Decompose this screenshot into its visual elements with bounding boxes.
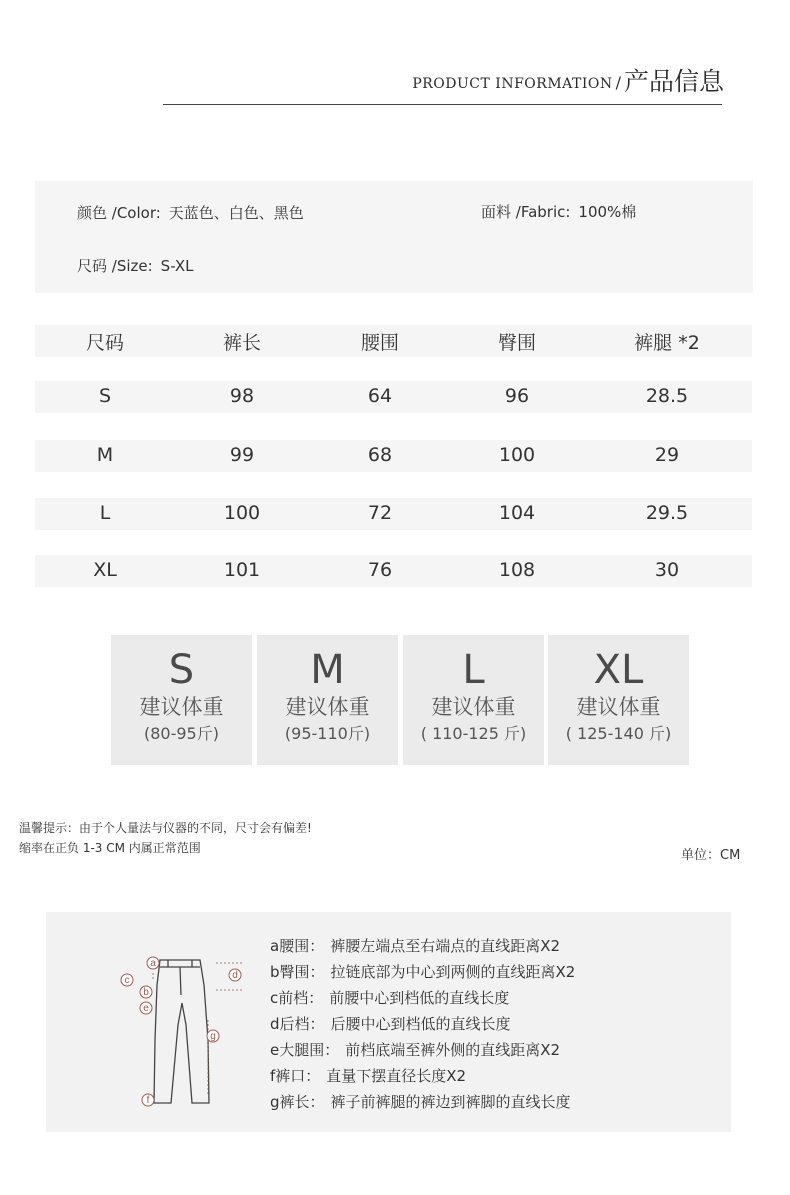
measurement-g [270, 1091, 571, 1112]
marker-f-label: f [146, 1095, 150, 1106]
card-weight-label: 建议体重 [139, 695, 224, 719]
measurement-key: g裤长： [270, 1093, 325, 1111]
table-cell: 29 [654, 444, 680, 466]
title-chinese: 产品信息 [623, 67, 724, 96]
tip-note: 温馨提示：由于个人量法与仪器的不同，尺寸会有偏差! [19, 821, 312, 835]
table-cell: L [99, 502, 111, 524]
pants-diagram [108, 945, 258, 1115]
card-size: XL [593, 647, 644, 693]
unit-label: 单位：CM [681, 848, 741, 863]
measurement-key: d后档： [270, 1015, 325, 1033]
title-separator: / [615, 73, 621, 92]
measurement-desc: 前腰中心到档低的直线长度 [329, 989, 510, 1007]
size-info [77, 255, 194, 276]
size-value: S-XL [160, 257, 194, 275]
measurement-f [270, 1065, 466, 1086]
card-weight-range: ( 110-125 斤) [420, 724, 527, 743]
weight-card-l [403, 635, 544, 765]
table-cell: 64 [367, 385, 393, 407]
section-title [300, 62, 724, 98]
measurement-desc: 直量下摆直径长度X2 [326, 1067, 467, 1085]
table-cell: 100 [223, 502, 261, 524]
table-cell: 101 [223, 559, 261, 581]
table-cell: S [98, 385, 112, 407]
measurement-desc: 后腰中心到档低的直线长度 [330, 1015, 511, 1033]
marker-g-label: g [210, 1031, 216, 1042]
tolerance-note: 缩率在正负 1-3 CM 内属正常范围 [19, 841, 201, 855]
color-value: 天蓝色、白色、黑色 [168, 204, 304, 222]
table-cell: 99 [229, 444, 255, 466]
marker-c-label: c [124, 975, 130, 986]
card-weight-label: 建议体重 [285, 695, 370, 719]
measurement-desc: 裤子前裤腿的裤边到裤脚的直线长度 [330, 1093, 571, 1111]
card-size: L [462, 647, 485, 693]
header-cell: 尺码 [85, 332, 124, 354]
table-cell: 76 [367, 559, 393, 581]
table-row [35, 555, 752, 587]
marker-e-label: e [143, 1003, 149, 1014]
table-cell: 104 [498, 502, 536, 524]
header-cell: 腰围 [360, 332, 399, 354]
measurement-desc: 前档底端至裤外侧的直线距离X2 [345, 1041, 561, 1059]
table-row [35, 498, 752, 530]
table-cell: M [96, 444, 114, 466]
measurement-key: e大腿围： [270, 1041, 340, 1059]
color-label: 颜色 /Color: [77, 204, 161, 222]
card-size: S [168, 647, 195, 693]
table-cell: 68 [367, 444, 393, 466]
measurement-desc: 裤腰左端点至右端点的直线距离X2 [330, 937, 561, 955]
size-table-header [35, 325, 752, 357]
table-cell: 96 [504, 385, 530, 407]
marker-d-label: d [232, 970, 238, 981]
table-cell: 72 [367, 502, 393, 524]
marker-a-label: a [150, 958, 156, 969]
measurement-b [270, 961, 575, 982]
weight-card-s [111, 635, 252, 765]
table-cell: 100 [498, 444, 536, 466]
measurement-key: b臀围： [270, 963, 325, 981]
measurement-key: a腰围： [270, 937, 325, 955]
table-cell: XL [93, 559, 117, 581]
table-cell: 29.5 [645, 502, 689, 524]
fabric-label: 面料 /Fabric: [481, 203, 571, 221]
header-cell: 臀围 [497, 332, 536, 354]
pants-outline [154, 960, 209, 1103]
card-weight-range: (95-110斤) [284, 724, 371, 743]
color-info [77, 202, 304, 223]
table-cell: 98 [229, 385, 255, 407]
table-cell: 108 [498, 559, 536, 581]
marker-b-label: b [143, 987, 149, 998]
weight-card-xl [548, 635, 689, 765]
table-cell: 30 [654, 559, 680, 581]
table-row [35, 440, 752, 472]
card-weight-range: ( 125-140 斤) [565, 724, 672, 743]
size-label: 尺码 /Size: [77, 257, 153, 275]
table-row [35, 381, 752, 413]
card-weight-label: 建议体重 [576, 695, 661, 719]
product-info-panel [35, 181, 753, 293]
title-english: PRODUCT INFORMATION [412, 76, 613, 92]
weight-card-m [257, 635, 398, 765]
header-cell: 裤长 [222, 332, 261, 354]
fly-line [180, 967, 181, 995]
card-weight-range: (80-95斤) [144, 724, 219, 743]
card-weight-label: 建议体重 [431, 695, 516, 719]
fabric-value: 100%棉 [578, 203, 637, 221]
title-divider [163, 104, 722, 105]
header-cell: 裤腿 *2 [634, 332, 700, 354]
measurement-desc: 拉链底部为中心到两侧的直线距离X2 [330, 963, 576, 981]
card-size: M [310, 647, 345, 693]
measurement-key: f裤口： [270, 1067, 321, 1085]
measurement-key: c前档： [270, 989, 324, 1007]
fabric-info [481, 201, 636, 222]
measurement-e [270, 1039, 560, 1060]
measurement-c [270, 987, 509, 1008]
table-cell: 28.5 [645, 385, 689, 407]
measurement-d [270, 1013, 511, 1034]
belt-loops [168, 960, 192, 967]
measurement-a [270, 935, 560, 956]
